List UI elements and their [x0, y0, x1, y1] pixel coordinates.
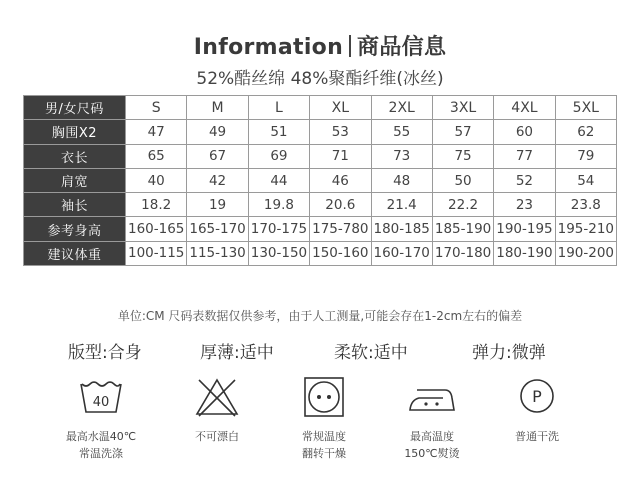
- table-cell: 65: [126, 144, 187, 168]
- title-divider: [349, 35, 351, 57]
- care-label-line: 常规温度: [302, 430, 346, 443]
- table-cell: 51: [248, 120, 309, 144]
- table-cell: 52: [494, 168, 555, 192]
- table-cell: 46: [310, 168, 371, 192]
- table-cell: 19: [187, 193, 248, 217]
- care-label-line: 最高温度: [410, 430, 454, 443]
- care-item-iron: [377, 376, 487, 462]
- table-cell: 44: [248, 168, 309, 192]
- table-cell: 185-190: [432, 217, 493, 241]
- property-softness: 柔软:适中: [334, 343, 408, 363]
- care-label-line: 常温洗涤: [79, 447, 123, 460]
- table-cell: 50: [432, 168, 493, 192]
- table-cell: 20.6: [310, 193, 371, 217]
- table-cell: 18.2: [126, 193, 187, 217]
- table-cell: 71: [310, 144, 371, 168]
- table-cell: 170-175: [248, 217, 309, 241]
- table-cell: 19.8: [248, 193, 309, 217]
- size-cell: S: [126, 96, 187, 120]
- care-label: [46, 428, 156, 462]
- table-cell: 53: [310, 120, 371, 144]
- table-cell: 170-180: [432, 241, 493, 265]
- table-cell: 23.8: [555, 193, 616, 217]
- table-cell: 55: [371, 120, 432, 144]
- dry-clean-symbol: P: [532, 387, 542, 406]
- table-cell: 42: [187, 168, 248, 192]
- row-label: 袖长: [24, 193, 126, 217]
- row-label: 衣长: [24, 144, 126, 168]
- table-cell: 195-210: [555, 217, 616, 241]
- size-cell: 3XL: [432, 96, 493, 120]
- table-cell: 62: [555, 120, 616, 144]
- care-label-line: 翻转干燥: [302, 447, 346, 460]
- table-cell: 22.2: [432, 193, 493, 217]
- fabric-composition: 52%酷丝绵 48%聚酯纤维(冰丝): [196, 69, 444, 89]
- tumble-dry-normal-icon: [301, 376, 347, 420]
- table-cell: 100-115: [126, 241, 187, 265]
- care-label: [377, 428, 487, 462]
- page-title: [0, 30, 640, 61]
- table-cell: 48: [371, 168, 432, 192]
- garment-properties: [68, 338, 588, 364]
- table-cell: 160-165: [126, 217, 187, 241]
- size-cell: 4XL: [494, 96, 555, 120]
- property-fit: 版型:合身: [68, 343, 142, 363]
- care-label-line: 不可漂白: [195, 430, 239, 443]
- table-row: [24, 144, 617, 168]
- care-label: [269, 428, 379, 462]
- table-row: [24, 241, 617, 265]
- table-cell: 130-150: [248, 241, 309, 265]
- row-label: 胸围X2: [24, 120, 126, 144]
- table-cell: 54: [555, 168, 616, 192]
- size-cell: 2XL: [371, 96, 432, 120]
- property-elasticity: 弹力:微弹: [472, 343, 546, 363]
- title-english: Information: [193, 35, 344, 60]
- table-row: [24, 193, 617, 217]
- size-chart: [23, 95, 617, 266]
- table-cell: 190-195: [494, 217, 555, 241]
- table-cell: 69: [248, 144, 309, 168]
- care-label-line: 普通干洗: [515, 430, 559, 443]
- table-row: [24, 168, 617, 192]
- table-row: [24, 217, 617, 241]
- table-cell: 150-160: [310, 241, 371, 265]
- size-cell: L: [248, 96, 309, 120]
- table-cell: 77: [494, 144, 555, 168]
- care-item-dry: [269, 376, 379, 462]
- size-row: [24, 96, 617, 120]
- care-label: [482, 428, 592, 445]
- size-cell: M: [187, 96, 248, 120]
- table-cell: 60: [494, 120, 555, 144]
- size-header: 男/女尺码: [24, 96, 126, 120]
- table-cell: 115-130: [187, 241, 248, 265]
- table-cell: 47: [126, 120, 187, 144]
- row-label: 肩宽: [24, 168, 126, 192]
- care-label-line: 150℃熨烫: [404, 447, 460, 460]
- title-chinese: 商品信息: [357, 35, 447, 60]
- no-bleach-icon: [194, 376, 240, 420]
- table-row: [24, 120, 617, 144]
- row-label: 参考身高: [24, 217, 126, 241]
- care-label: [162, 428, 272, 445]
- wash-40-icon: [78, 376, 124, 420]
- dry-clean-p-icon: [514, 376, 560, 420]
- table-cell: 180-190: [494, 241, 555, 265]
- care-item-wash: [46, 376, 156, 462]
- table-cell: 49: [187, 120, 248, 144]
- table-cell: 79: [555, 144, 616, 168]
- table-cell: 23: [494, 193, 555, 217]
- size-cell: 5XL: [555, 96, 616, 120]
- table-cell: 40: [126, 168, 187, 192]
- measurement-note: 单位:CM 尺码表数据仅供参考，由于人工测量,可能会存在1-2cm左右的偏差: [117, 309, 523, 323]
- care-item-dryclean: [482, 376, 592, 445]
- wash-temp-text: 40: [92, 395, 110, 410]
- care-label-line: 最高水温40℃: [65, 430, 137, 443]
- size-cell: XL: [310, 96, 371, 120]
- table-cell: 175-780: [310, 217, 371, 241]
- iron-medium-icon: [407, 376, 457, 420]
- table-cell: 165-170: [187, 217, 248, 241]
- table-cell: 67: [187, 144, 248, 168]
- table-cell: 160-170: [371, 241, 432, 265]
- table-cell: 75: [432, 144, 493, 168]
- table-cell: 180-185: [371, 217, 432, 241]
- care-instructions: [62, 376, 582, 466]
- table-cell: 73: [371, 144, 432, 168]
- row-label: 建议体重: [24, 241, 126, 265]
- property-thickness: 厚薄:适中: [200, 343, 274, 363]
- table-cell: 57: [432, 120, 493, 144]
- care-item-bleach: [162, 376, 272, 445]
- table-cell: 190-200: [555, 241, 616, 265]
- table-cell: 21.4: [371, 193, 432, 217]
